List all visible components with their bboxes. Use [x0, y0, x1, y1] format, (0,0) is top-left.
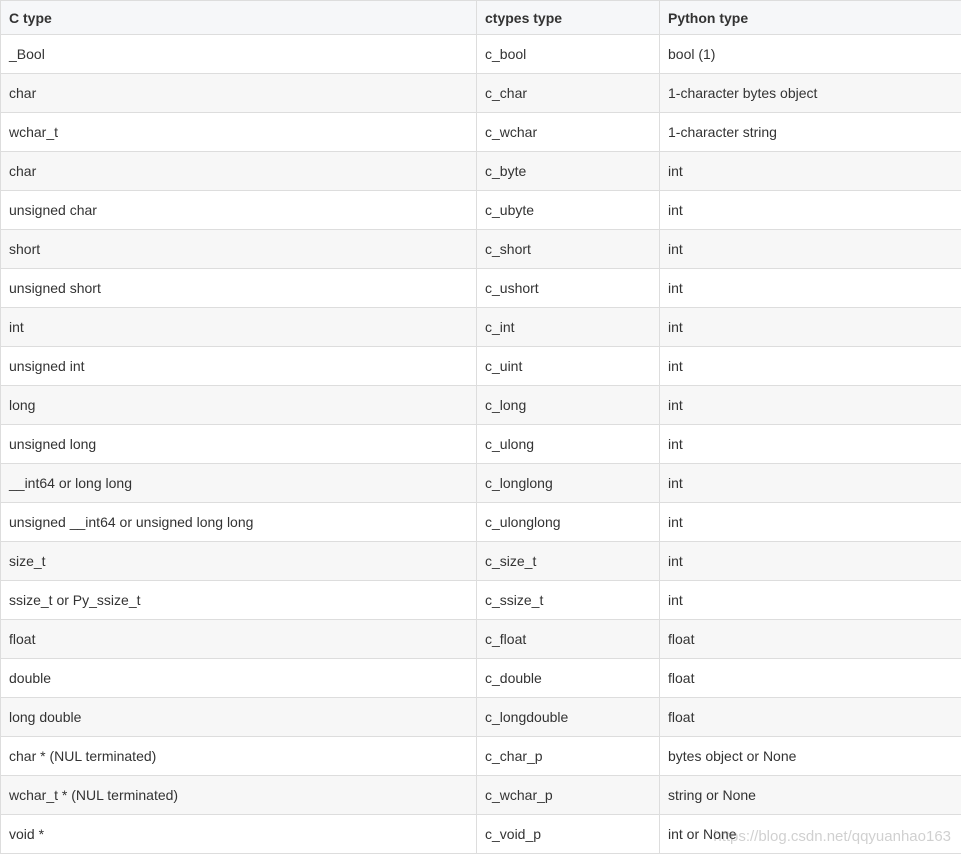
- ctypes-type-cell: c_uint: [477, 347, 660, 386]
- header-python-type: Python type: [660, 1, 961, 35]
- ctypes-type-cell: c_ulonglong: [477, 503, 660, 542]
- ctypes-type-cell: c_char_p: [477, 737, 660, 776]
- ctypes-type-cell: c_ssize_t: [477, 581, 660, 620]
- ctypes-type-cell: c_bool: [477, 35, 660, 74]
- python-type-cell: int: [660, 308, 961, 347]
- python-type-cell: int: [660, 347, 961, 386]
- python-type-cell: int: [660, 464, 961, 503]
- table-row: [1, 113, 961, 152]
- table-row: [1, 620, 961, 659]
- table-row: [1, 386, 961, 425]
- c-type-cell: __int64 or long long: [1, 464, 477, 503]
- table-body: [1, 35, 961, 854]
- python-type-cell: int: [660, 269, 961, 308]
- ctypes-type-cell: c_ubyte: [477, 191, 660, 230]
- table-row: [1, 542, 961, 581]
- c-type-cell: size_t: [1, 542, 477, 581]
- c-type-cell: int: [1, 308, 477, 347]
- ctypes-type-cell: c_void_p: [477, 815, 660, 854]
- ctypes-type-cell: c_int: [477, 308, 660, 347]
- python-type-cell: int: [660, 503, 961, 542]
- ctypes-type-cell: c_wchar_p: [477, 776, 660, 815]
- c-type-cell: wchar_t: [1, 113, 477, 152]
- ctypes-type-cell: c_byte: [477, 152, 660, 191]
- ctypes-type-cell: c_short: [477, 230, 660, 269]
- c-type-cell: unsigned short: [1, 269, 477, 308]
- c-type-cell: long double: [1, 698, 477, 737]
- table-row: [1, 347, 961, 386]
- python-type-cell: int: [660, 191, 961, 230]
- python-type-cell: int or None: [660, 815, 961, 854]
- ctypes-type-cell: c_ulong: [477, 425, 660, 464]
- table-row: [1, 35, 961, 74]
- table-row: [1, 425, 961, 464]
- python-type-cell: int: [660, 386, 961, 425]
- ctypes-type-cell: c_float: [477, 620, 660, 659]
- c-type-cell: unsigned long: [1, 425, 477, 464]
- header-c-type: C type: [1, 1, 477, 35]
- table-header: [1, 1, 961, 35]
- c-type-cell: wchar_t * (NUL terminated): [1, 776, 477, 815]
- table-row: [1, 698, 961, 737]
- ctypes-type-cell: c_long: [477, 386, 660, 425]
- python-type-cell: 1-character string: [660, 113, 961, 152]
- table-row: [1, 152, 961, 191]
- table-row: [1, 737, 961, 776]
- python-type-cell: bool (1): [660, 35, 961, 74]
- ctypes-type-cell: c_longlong: [477, 464, 660, 503]
- python-type-cell: float: [660, 620, 961, 659]
- python-type-cell: int: [660, 581, 961, 620]
- c-type-cell: float: [1, 620, 477, 659]
- c-type-cell: unsigned char: [1, 191, 477, 230]
- header-row: [1, 1, 961, 35]
- c-type-cell: unsigned int: [1, 347, 477, 386]
- c-type-cell: long: [1, 386, 477, 425]
- table-row: [1, 503, 961, 542]
- python-type-cell: string or None: [660, 776, 961, 815]
- c-type-cell: unsigned __int64 or unsigned long long: [1, 503, 477, 542]
- ctypes-type-cell: c_char: [477, 74, 660, 113]
- table-row: [1, 191, 961, 230]
- c-type-cell: char: [1, 74, 477, 113]
- c-type-cell: short: [1, 230, 477, 269]
- python-type-cell: int: [660, 152, 961, 191]
- c-type-cell: char * (NUL terminated): [1, 737, 477, 776]
- python-type-cell: int: [660, 425, 961, 464]
- python-type-cell: int: [660, 542, 961, 581]
- table-row: [1, 659, 961, 698]
- watermark: https://blog.csdn.net/qqyuanhao163: [713, 828, 951, 845]
- ctypes-type-cell: c_wchar: [477, 113, 660, 152]
- c-type-cell: void *: [1, 815, 477, 854]
- python-type-cell: int: [660, 230, 961, 269]
- table-row: [1, 581, 961, 620]
- table-row: [1, 308, 961, 347]
- table-row: [1, 269, 961, 308]
- python-type-cell: bytes object or None: [660, 737, 961, 776]
- header-ctypes-type: ctypes type: [477, 1, 660, 35]
- python-type-cell: float: [660, 659, 961, 698]
- python-type-cell: 1-character bytes object: [660, 74, 961, 113]
- table-row: [1, 815, 961, 854]
- ctypes-type-cell: c_ushort: [477, 269, 660, 308]
- ctypes-type-cell: c_longdouble: [477, 698, 660, 737]
- python-type-cell: float: [660, 698, 961, 737]
- ctypes-type-cell: c_size_t: [477, 542, 660, 581]
- table-row: [1, 464, 961, 503]
- table-row: [1, 230, 961, 269]
- ctypes-type-cell: c_double: [477, 659, 660, 698]
- c-type-cell: _Bool: [1, 35, 477, 74]
- table-row: [1, 776, 961, 815]
- c-type-cell: char: [1, 152, 477, 191]
- c-type-cell: ssize_t or Py_ssize_t: [1, 581, 477, 620]
- c-type-cell: double: [1, 659, 477, 698]
- table-row: [1, 74, 961, 113]
